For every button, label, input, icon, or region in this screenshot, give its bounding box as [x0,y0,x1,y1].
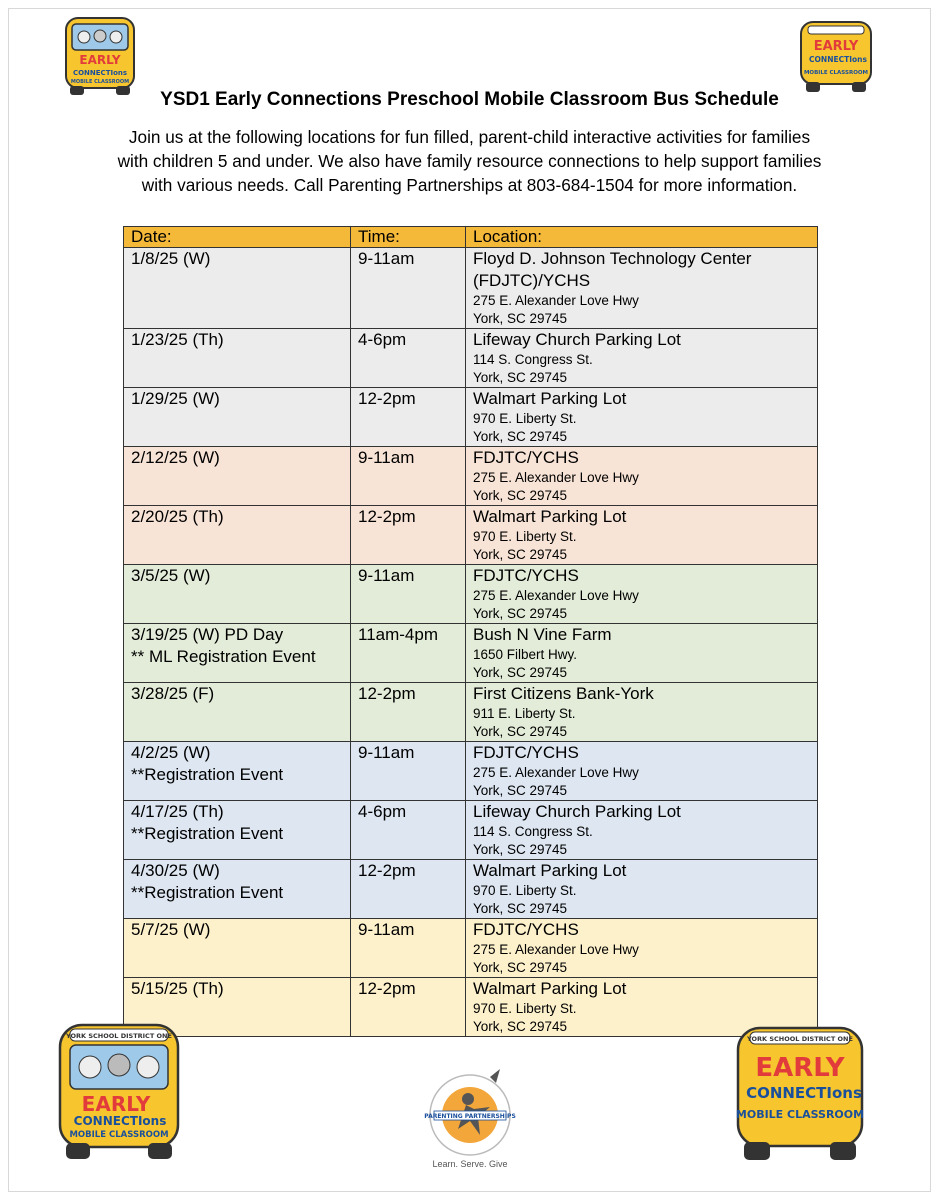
location-cell: First Citizens Bank-York 911 E. Liberty St. York, SC 29745 [466,683,818,742]
time-cell: 4-6pm [351,801,466,860]
time-cell: 12-2pm [351,860,466,919]
table-row [124,329,818,388]
date-cell: 2/20/25 (Th) [124,506,351,565]
location-cell: Lifeway Church Parking Lot 114 S. Congress St. York, SC 29745 [466,801,818,860]
table-row [124,447,818,506]
intro-line: Join us at the following locations for fun filled, parent-child interactive activities for families [128,127,811,147]
table-row [124,565,818,624]
svg-text:YORK SCHOOL DISTRICT ONE: YORK SCHOOL DISTRICT ONE [747,1035,853,1043]
table-row [124,742,818,801]
table-row [124,919,818,978]
svg-text:MOBILE CLASSROOM: MOBILE CLASSROOM [69,1130,169,1140]
svg-text:CONNECTIons: CONNECTIons [809,55,867,64]
date-cell: 2/12/25 (W) [124,447,351,506]
date-cell: 4/17/25 (Th) **Registration Event [124,801,351,860]
time-cell: 12-2pm [351,978,466,1037]
svg-text:EARLY: EARLY [755,1053,845,1083]
location-cell: FDJTC/YCHS 275 E. Alexander Love Hwy York, SC 29745 [466,447,818,506]
location-cell: Floyd D. Johnson Technology Center (FDJTC)/YCHS 275 E. Alexander Love Hwy York, SC 29745 [466,248,818,329]
date-cell: 1/8/25 (W) [124,248,351,329]
date-cell: 5/7/25 (W) [124,919,351,978]
column-header-time: Time: [351,227,466,248]
bus-logo-text: EARLY [79,53,121,67]
svg-text:EARLY: EARLY [81,1092,151,1116]
date-cell: 4/30/25 (W) **Registration Event [124,860,351,919]
table-row [124,683,818,742]
seal-label: PARENTING PARTNERSHIPS [424,1113,516,1120]
table-row [124,388,818,447]
svg-text:EARLY: EARLY [813,39,859,54]
date-cell: 4/2/25 (W) **Registration Event [124,742,351,801]
column-header-location: Location: [466,227,818,248]
schedule-table [123,226,818,1037]
svg-text:CONNECTIons: CONNECTIons [73,1114,167,1128]
location-cell: FDJTC/YCHS 275 E. Alexander Love Hwy York, SC 29745 [466,919,818,978]
date-cell: 3/28/25 (F) [124,683,351,742]
location-cell: FDJTC/YCHS 275 E. Alexander Love Hwy York, SC 29745 [466,565,818,624]
time-cell: 9-11am [351,742,466,801]
bus-logo-bottom-left [50,1015,190,1163]
table-row [124,624,818,683]
date-cell: 1/29/25 (W) [124,388,351,447]
time-cell: 12-2pm [351,506,466,565]
time-cell: 9-11am [351,565,466,624]
time-cell: 9-11am [351,919,466,978]
location-cell: Bush N Vine Farm 1650 Filbert Hwy. York, SC 29745 [466,624,818,683]
time-cell: 9-11am [351,248,466,329]
svg-text:MOBILE CLASSROOM: MOBILE CLASSROOM [803,70,869,76]
time-cell: 11am-4pm [351,624,466,683]
location-cell: FDJTC/YCHS 275 E. Alexander Love Hwy York, SC 29745 [466,742,818,801]
table-row [124,801,818,860]
date-cell: 3/19/25 (W) PD Day ** ML Registration Event [124,624,351,683]
intro-line: with various needs. Call Parenting Partnerships at 803-684-1504 for more information. [141,175,798,195]
district-label: YORK SCHOOL DISTRICT ONE [66,1032,172,1040]
bus-logo-top-left [60,14,140,96]
location-cell: Walmart Parking Lot 970 E. Liberty St. York, SC 29745 [466,506,818,565]
table-row [124,860,818,919]
seal-motto: Learn. Serve. Give [432,1159,508,1169]
table-row [124,248,818,329]
table-row [124,978,818,1037]
svg-text:MOBILE CLASSROOM: MOBILE CLASSROOM [70,79,130,85]
intro-line: with children 5 and under. We also have family resource connections to help support families [117,151,822,171]
time-cell: 12-2pm [351,683,466,742]
table-header-row [124,227,818,248]
date-cell: 5/15/25 (Th) [124,978,351,1037]
parenting-partnerships-seal [412,1055,528,1175]
date-cell: 3/5/25 (W) [124,565,351,624]
bus-logo-top-right [796,18,878,94]
time-cell: 4-6pm [351,329,466,388]
svg-text:CONNECTIons: CONNECTIons [72,69,128,77]
page-title: YSD1 Early Connections Preschool Mobile Classroom Bus Schedule [160,89,779,110]
svg-text:MOBILE CLASSROOM: MOBILE CLASSROOM [735,1108,865,1121]
time-cell: 12-2pm [351,388,466,447]
table-row [124,506,818,565]
location-cell: Walmart Parking Lot 970 E. Liberty St. York, SC 29745 [466,388,818,447]
date-cell: 1/23/25 (Th) [124,329,351,388]
column-header-date: Date: [124,227,351,248]
location-cell: Walmart Parking Lot 970 E. Liberty St. York, SC 29745 [466,860,818,919]
bus-logo-bottom-right [726,1018,876,1166]
location-cell: Lifeway Church Parking Lot 114 S. Congress St. York, SC 29745 [466,329,818,388]
svg-text:CONNECTIons: CONNECTIons [746,1084,862,1102]
location-cell: Walmart Parking Lot 970 E. Liberty St. York, SC 29745 [466,978,818,1037]
time-cell: 9-11am [351,447,466,506]
intro-paragraph [60,125,879,197]
